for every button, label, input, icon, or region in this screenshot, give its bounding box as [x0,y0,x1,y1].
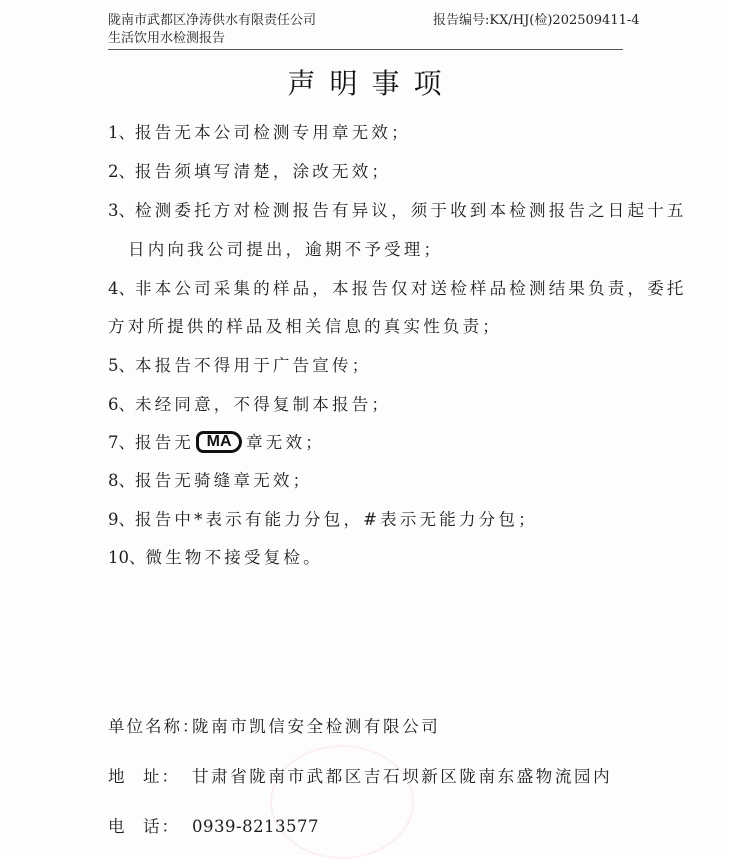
statement-item-3 [108,200,687,222]
item-number: 7、 [108,433,135,452]
item-text-before: 报告无 [135,433,195,452]
footer-phone [108,816,319,838]
item-text: 报告中*表示有能力分包，#表示无能力分包； [135,510,538,529]
item-text: 非本公司采集的样品，本报告仅对送检样品检测结果负责，委托 [135,279,687,298]
unit-value: 陇南市凯信安全检测有限公司 [192,717,441,736]
statement-item-5 [108,355,371,377]
item-number: 5、 [108,356,135,375]
phone-label: 电 话： [108,817,180,836]
item-text-after: 章无效； [246,433,325,452]
statement-item-1 [108,122,411,144]
address-label: 地 址： [108,767,180,786]
statement-item-4 [108,278,687,300]
report-number [433,12,640,30]
item-number: 6、 [108,395,135,414]
item-number: 8、 [108,471,135,490]
unit-label: 单位名称： [108,717,201,736]
item-text: 微生物不接受复检。 [145,548,323,567]
cma-logo-icon: MA [196,431,242,453]
client-company: 陇南市武都区净涛供水有限责任公司 [108,13,317,28]
statement-item-3-continuation: 日内向我公司提出，逾期不予受理； [128,240,444,259]
item-text: 报告无本公司检测专用章无效； [135,123,411,142]
header-divider [108,49,623,50]
item-text: 检测委托方对检测报告有异议，须于收到本检测报告之日起十五 [135,201,687,220]
statement-item-10 [108,547,323,569]
item-text: 报告无骑缝章无效； [135,471,313,490]
item-number: 9、 [108,510,135,529]
statement-item-6 [108,394,391,416]
item-number: 10、 [108,548,146,567]
statement-item-4-continuation: 方对所提供的样品及相关信息的真实性负责； [108,317,502,336]
report-type: 生活饮用水检测报告 [108,31,226,46]
faint-seal-stamp [270,745,414,859]
page-title: 声明事项 [287,67,456,100]
phone-value: 0939-8213577 [192,817,320,836]
header-left [108,12,316,48]
item-number: 3、 [108,201,135,220]
statement-item-8 [108,470,312,492]
item-number: 1、 [108,123,135,142]
statement-item-2 [108,161,391,183]
footer-unit-name [108,716,440,738]
address-value: 甘肃省陇南市武都区吉石坝新区陇南东盛物流园内 [192,767,613,786]
item-text: 报告须填写清楚，涂改无效； [135,162,392,181]
item-number: 4、 [108,279,135,298]
statement-item-9 [108,509,538,531]
statement-item-7 [108,432,325,455]
item-text: 未经同意，不得复制本报告； [135,395,392,414]
report-number-label: 报告编号: [433,13,490,28]
footer-address [108,766,612,788]
item-text: 本报告不得用于广告宣传； [135,356,372,375]
report-number-value: KX/HJ(检)202509411-4 [489,13,640,28]
item-number: 2、 [108,162,135,181]
